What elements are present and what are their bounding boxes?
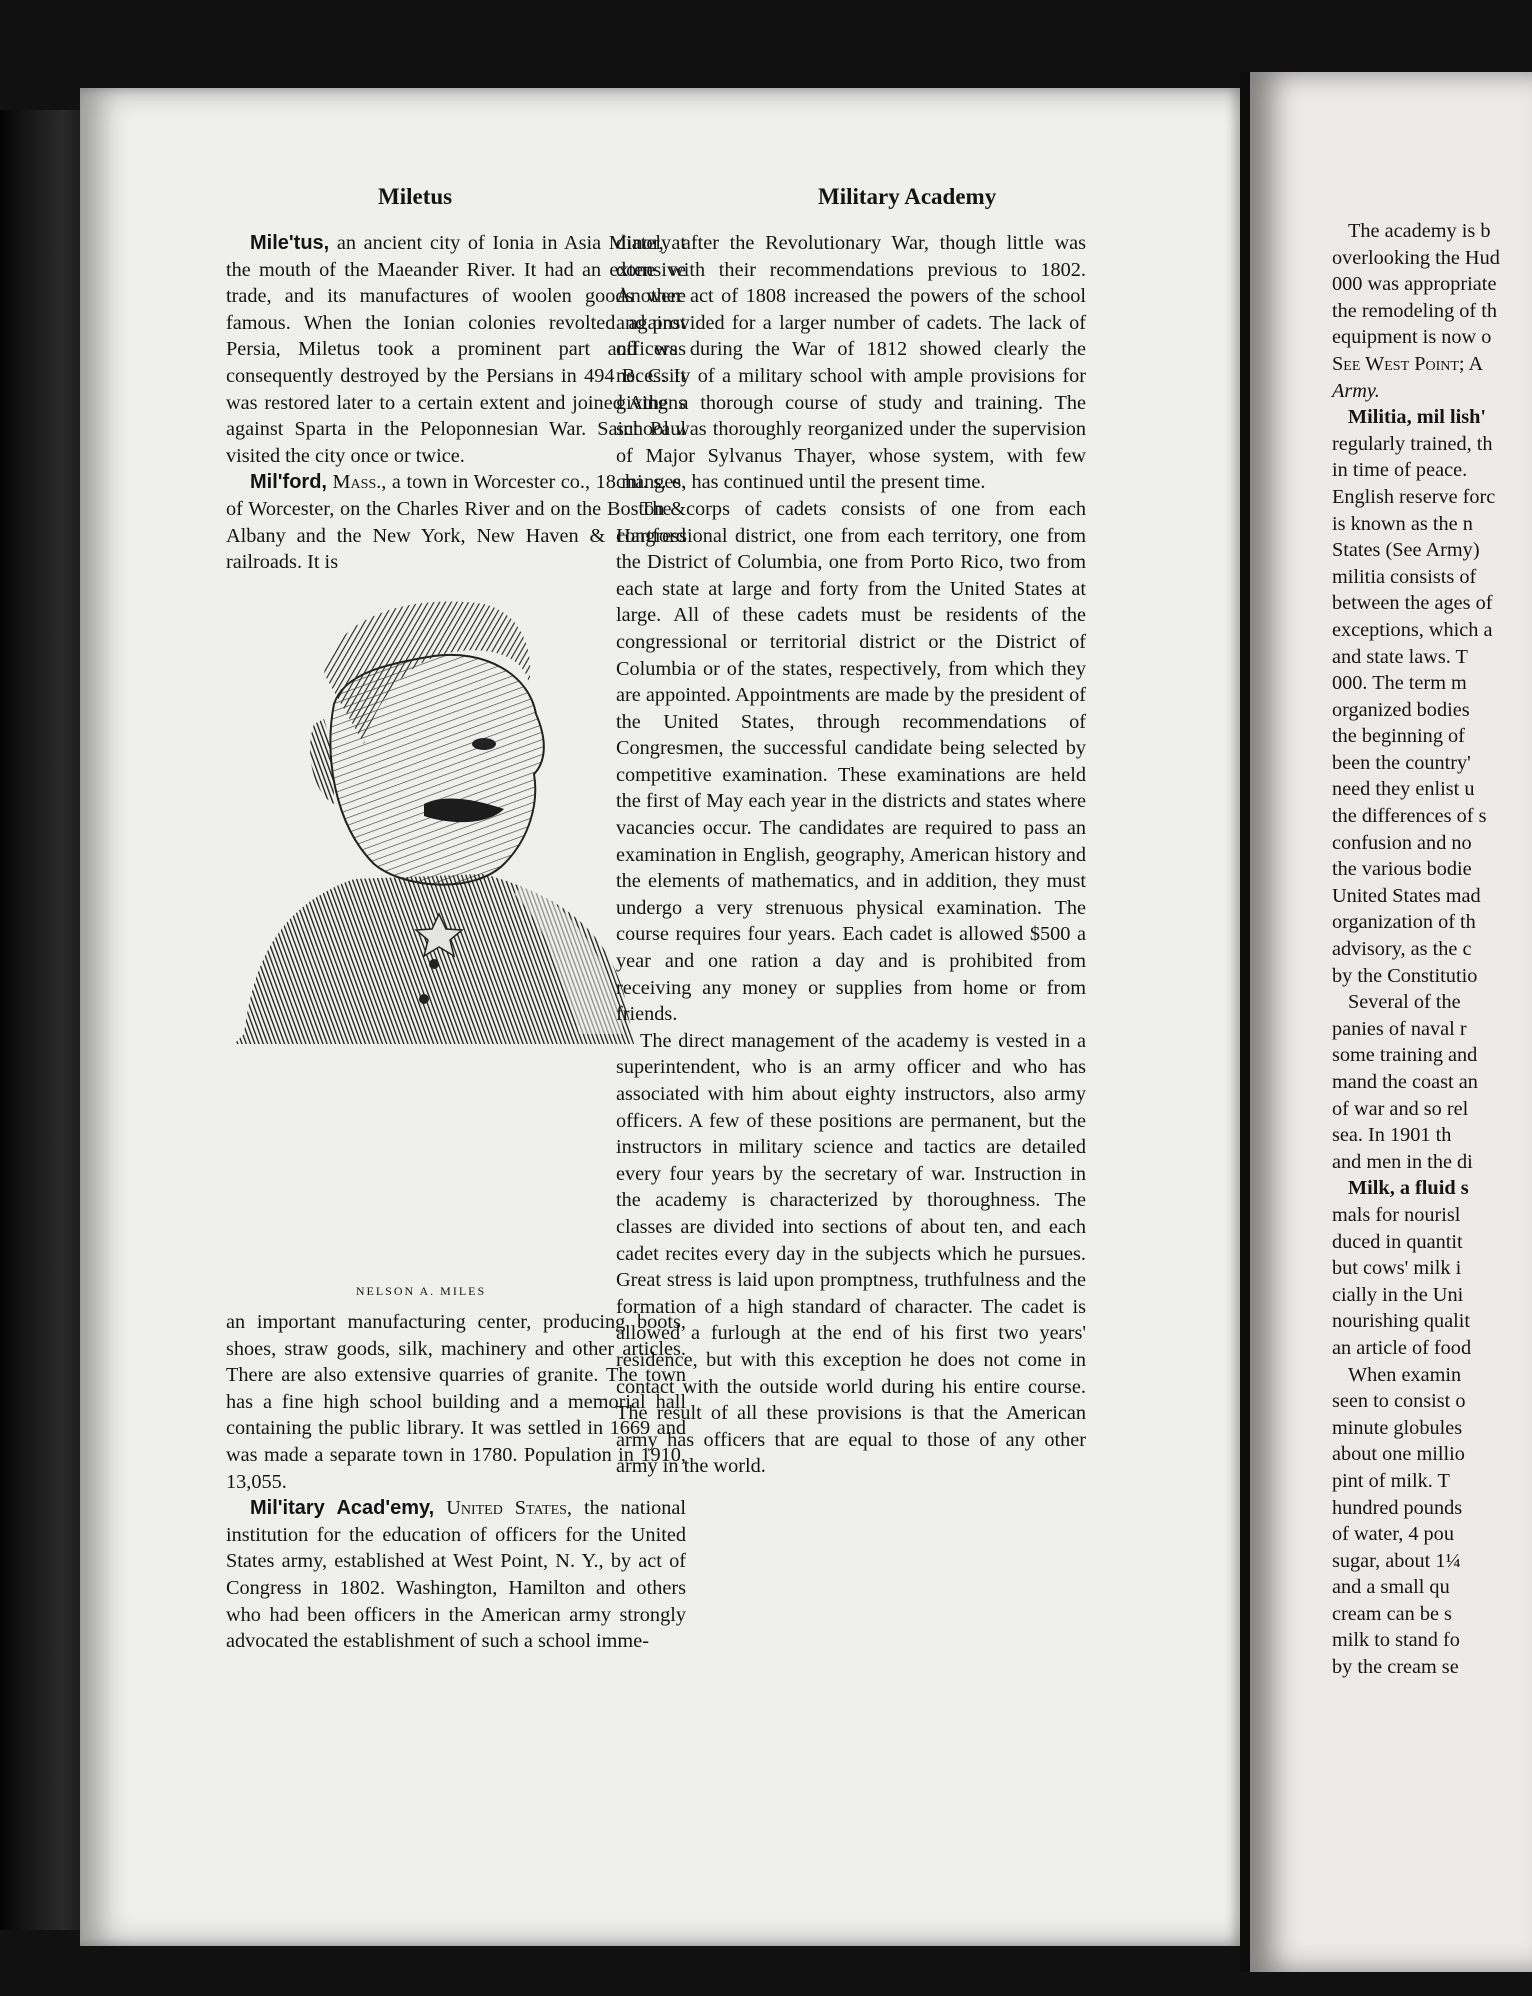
- right-page-line: Army.: [1332, 379, 1380, 402]
- portrait-caption: NELSON A. MILES: [355, 1284, 487, 1298]
- right-page-line: and a small qu: [1332, 1576, 1450, 1599]
- paragraph-text: the national institution for the education of officers for the United States army, established at West Point, N. Y., by act of Congress in 1802. Washington, Hamilton and others who had been officers in the American army strongly advocated the establishment of such a school imme-: [226, 1497, 686, 1653]
- column-2: [616, 230, 1086, 1480]
- entry-qualifier: Mass.,: [332, 471, 387, 494]
- right-page-line: overlooking the Hud: [1332, 246, 1500, 269]
- right-page-line: sea. In 1901 th: [1332, 1124, 1452, 1147]
- right-page-line: minute globules: [1332, 1416, 1463, 1439]
- right-page-line: panies of naval r: [1332, 1017, 1467, 1040]
- book-spine: [0, 110, 90, 1930]
- right-page-line: exceptions, which a: [1332, 618, 1493, 641]
- entry-headword: Mile'tus,: [250, 232, 330, 254]
- right-page-line: hundred pounds: [1332, 1496, 1463, 1519]
- paragraph: [226, 1495, 686, 1655]
- running-head-left: Miletus: [378, 184, 453, 209]
- right-page-line: duced in quantit: [1332, 1230, 1463, 1253]
- paragraph-text: an important manufacturing center, producing boots, shoes, straw goods, silk, machinery and other articles. There are also extensive quarries of granite. The town has a fine high school building and a memorial hall containing the public library. It was settled in 1669 and was made a separate town in 1780. Population in 1910, 13,055.: [226, 1311, 686, 1493]
- right-page-line: and men in the di: [1332, 1150, 1473, 1173]
- right-page-line: militia consists of: [1332, 565, 1477, 588]
- right-page-line: See West Point; A: [1332, 352, 1484, 375]
- right-page-line: sugar, about 1¼: [1332, 1549, 1461, 1572]
- right-page-line: the remodeling of th: [1332, 299, 1498, 322]
- right-page-line: pint of milk. T: [1332, 1469, 1450, 1492]
- right-page-column: [1332, 218, 1532, 1681]
- right-page-line: mand the coast an: [1332, 1071, 1478, 1093]
- right-page-line: confusion and no: [1332, 831, 1472, 854]
- right-page-line: of water, 4 pou: [1332, 1523, 1454, 1546]
- right-page-line: by the Constitutio: [1332, 964, 1478, 987]
- right-page-line: United States mad: [1332, 884, 1481, 907]
- right-page-line: 000. The term m: [1332, 672, 1467, 695]
- right-page-line: equipment is now o: [1332, 326, 1492, 349]
- right-page-line: the beginning of: [1332, 725, 1465, 748]
- right-page-line: is known as the n: [1332, 512, 1473, 535]
- right-page-line: cream can be s: [1332, 1602, 1452, 1625]
- paragraph: [616, 230, 1086, 496]
- running-head-right: Military Academy: [818, 184, 997, 209]
- right-page-line: mals for nourisl: [1332, 1203, 1461, 1226]
- paragraph-text: diately after the Revolutionary War, though little was done with their recommendations previous to 1802. Another act of 1808 increased the powers of the school and provided for a larger number of cadets. The lack of officers during the War of 1812 showed clearly the necessity of a military school with ample provisions for giving a thorough course of study and training. The school was thoroughly reorganized under the supervision of Major Sylvanus Thayer, whose system, with few changes, has continued until the present time.: [616, 232, 1086, 494]
- right-page-line: need they enlist u: [1332, 778, 1475, 801]
- right-page-line: nourishing qualit: [1332, 1310, 1471, 1333]
- entry-qualifier: United States,: [446, 1497, 572, 1520]
- paragraph-text: an ancient city of Ionia in Asia Minor, at the mouth of the Maeander River. It had an extensive trade, and its manufactures of woolen goods were famous. When the Ionian colonies revolted against Persia, Miletus took a prominent part and was consequently destroyed by the Persians in 494 B. C. It was restored later to a certain extent and joined Athens against Sparta in the Peloponnesian War. Saint Paul visited the city once or twice.: [226, 232, 686, 467]
- right-page-line: seen to consist o: [1332, 1390, 1466, 1413]
- right-page-line: in time of peace.: [1332, 459, 1468, 482]
- right-page-line: organized bodies: [1332, 698, 1470, 721]
- right-page-line: milk to stand fo: [1332, 1629, 1460, 1652]
- right-page-line: organization of th: [1332, 911, 1476, 934]
- paragraph-text: a town in Worcester co., 18 mi. s. e. of Worcester, on the Charles River and on the Boston & Albany and the New York, New Haven & Hartford railroads. It is: [226, 471, 686, 574]
- right-page-line: some training and: [1332, 1044, 1478, 1067]
- right-page-line: been the country': [1332, 751, 1471, 774]
- right-page-line: States (See Army): [1332, 539, 1480, 562]
- portrait-illustration: [184, 594, 644, 1044]
- paragraph: [616, 1028, 1086, 1480]
- right-page-line: English reserve forc: [1332, 485, 1496, 508]
- right-page-line: Milk, a fluid s: [1348, 1177, 1469, 1200]
- paragraph: [616, 496, 1086, 1028]
- right-page-line: between the ages of: [1332, 592, 1493, 615]
- right-page-line: the various bodie: [1332, 858, 1472, 881]
- left-page: [80, 88, 1240, 1946]
- right-page-line: 000 was appropriate: [1332, 273, 1497, 296]
- right-page-line: The academy is b: [1348, 220, 1491, 242]
- right-page-line: the differences of s: [1332, 805, 1487, 828]
- right-page-line: Several of the: [1348, 991, 1461, 1014]
- entry-headword: Mil'ford,: [250, 471, 327, 494]
- face-shape: [330, 655, 543, 885]
- right-page-line: regularly trained, th: [1332, 432, 1493, 455]
- right-page-line: but cows' milk i: [1332, 1257, 1462, 1280]
- right-page-line: When examin: [1348, 1363, 1462, 1386]
- right-page-line: about one millio: [1332, 1443, 1465, 1466]
- right-page-line: and state laws. T: [1332, 645, 1468, 668]
- right-page-line: advisory, as the c: [1332, 938, 1472, 961]
- right-page-line: an article of food: [1332, 1336, 1472, 1359]
- right-page-line: Militia, mil lish': [1348, 406, 1487, 429]
- right-page-line: of war and so rel: [1332, 1097, 1469, 1120]
- paragraph-text: The direct management of the academy is vested in a superintendent, who is an army officer and who has associated with him about eighty instructors, also army officers. A few of these positions are permanent, but the instructors in military science and tactics are detailed every four years by the secretary of war. Instruction in the academy is characterized by thoroughness. The classes are divided into sections of about ten, and each cadet recites every day in the subjects which he pursues. Great stress is laid upon promptness, truthfulness and the formation of a high standard of character. The cadet is allowed a furlough at the end of his first two years' residence, but with this exception he does not come in contact with the outside world during his entire course. The result of all these provisions is that the American army has officers that are equal to those of any other army in the world.: [616, 1029, 1086, 1478]
- right-page-line: cially in the Uni: [1332, 1283, 1464, 1306]
- entry-headword: Mil'itary Acad'emy,: [250, 1497, 435, 1520]
- right-page-line: by the cream se: [1332, 1656, 1459, 1679]
- right-page: [1250, 72, 1532, 1972]
- paragraph-text: The corps of cadets consists of one from each congressional district, one from each territory, one from the District of Columbia, one from Porto Rico, two from each state at large and forty from the United States at large. All of these cadets must be residents of the congressional or territorial district or the District of Columbia or of the states, respectively, from which they are appointed. Appointments are made by the president of the United States, through recommendations of Congresmen, the successful candidate being selected by competitive examination. These examinations are held the first of May each year in the districts and states where vacancies occur. The candidates are required to pass an examination in English, geography, American history and the elements of mathematics, and in addition, they must undergo a very strenuous physical examination. The course requires four years. Each cadet is allowed $500 a year and one ration a day and is prohibited from receiving any money or supplies from home or from friends.: [616, 497, 1086, 1026]
